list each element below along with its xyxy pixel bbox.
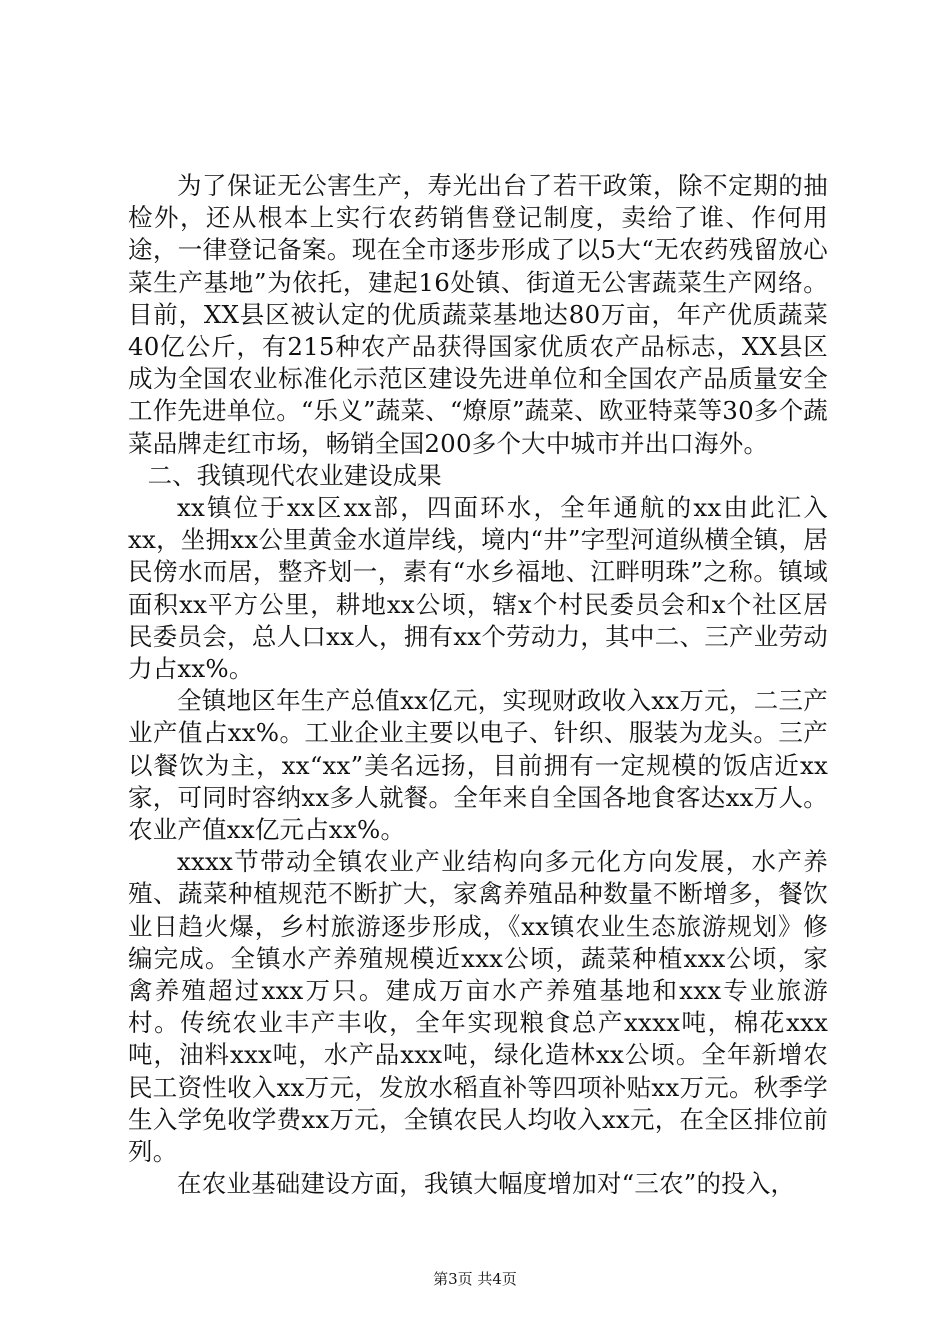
paragraph-infrastructure: 在农业基础建设方面，我镇大幅度增加对“三农”的投入， [177,1169,796,1199]
paragraph-town-overview: xx镇位于xx区xx部，四面环水，全年通航的xx由此汇入xx，坐拥xx公里黄金水道岸线，境内“井”字型河道纵横全镇，居民傍水而居，整齐划一，素有“水乡福地、江畔明珠”之称。镇域面积xx平方公里，耕地xx公顷，辖x个村民委员会和x个社区居民委员会，总人口xx人，拥有xx个劳动力，其中二、三产业劳动力占xx%。 [128,493,828,684]
section-heading: 二、我镇现代农业建设成果 [147,460,442,490]
paragraph-food-safety: 为了保证无公害生产，寿光出台了若干政策，除不定期的抽检外，还从根本上实行农药销售登记制度，卖给了谁、作何用途，一律登记备案。现在全市逐步形成了以5大“无农药残留放心菜生产基地”为依托，建起16处镇、街道无公害蔬菜生产网络。目前，XX县区被认定的优质蔬菜基地达80万亩，年产优质蔬菜40亿公斤，有215种农产品获得国家优质农产品标志，XX县区成为全国农业标准化示范区建设先进单位和全国农产品质量安全工作先进单位。“乐义”蔬菜、“燎原”蔬菜、欧亚特菜等30多个蔬菜品牌走红市场，畅销全国200多个大中城市并出口海外。 [128,171,828,458]
document-body [128,170,828,1201]
page-footer: 第3页 共4页 [433,1270,517,1288]
paragraph-economy: 全镇地区年生产总值xx亿元，实现财政收入xx万元，二三产业产值占xx%。工业企业主要以电子、针织、服装为龙头。三产以餐饮为主，xx“xx”美名远扬，目前拥有一定规模的饭店近xx家，可同时容纳xx多人就餐。全年来自全国各地食客达xx万人。农业产值xx亿元占xx%。 [128,686,828,845]
paragraph-agriculture: xxxx节带动全镇农业产业结构向多元化方向发展，水产养殖、蔬菜种植规范不断扩大，家禽养殖品种数量不断增多，餐饮业日趋火爆，乡村旅游逐步形成，《xx镇农业生态旅游规划》修编完成。全镇水产养殖规模近xxx公顷，蔬菜种植xxx公顷，家禽养殖超过xxx万只。建成万亩水产养殖基地和xxx专业旅游村。传统农业丰产丰收，全年实现粮食总产xxxx吨，棉花xxx吨，油料xxx吨，水产品xxx吨，绿化造林xx公顷。全年新增农民工资性收入xx万元，发放水稻直补等四项补贴xx万元。秋季学生入学免收学费xx万元，全镇农民人均收入xx元，在全区排位前列。 [128,847,828,1167]
